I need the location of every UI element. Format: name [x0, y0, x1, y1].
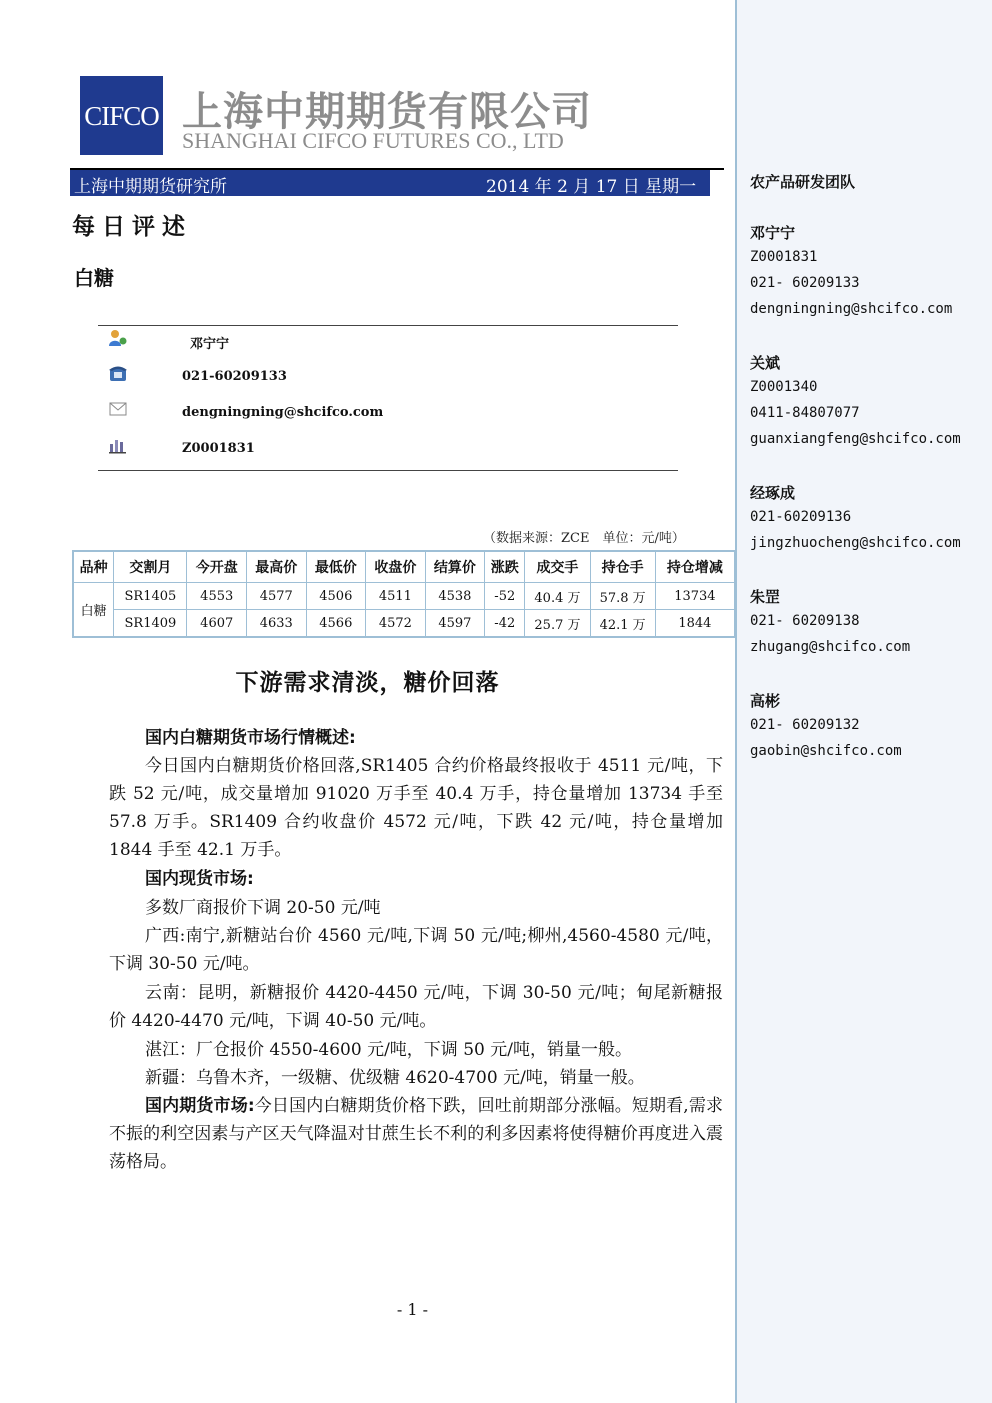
table-header-cell: 结算价	[425, 551, 485, 583]
sidebar-member-name: 经琢成	[750, 484, 796, 502]
table-cell: 4597	[425, 610, 485, 638]
sidebar-member-name: 高彬	[750, 692, 781, 710]
person-icon	[108, 329, 128, 347]
analyst-email: dengningning@shcifco.com	[182, 405, 384, 420]
table-cell: 4633	[247, 610, 307, 638]
company-name-cn: 上海中期期货有限公司	[182, 89, 592, 135]
table-header-cell: 持仓手	[590, 551, 655, 583]
table-header-cell: 今开盘	[187, 551, 247, 583]
phone-icon	[108, 364, 128, 382]
sidebar-member-line: Z0001340	[750, 379, 818, 395]
table-header-cell: 品种	[73, 551, 114, 583]
paragraph-spot-summary: 多数厂商报价下调 20-50 元/吨	[145, 898, 381, 918]
paragraph-zhanjiang: 湛江：厂仓报价 4550-4600 元/吨，下调 50 元/吨，销量一般。	[145, 1040, 632, 1060]
page-number: - 1 -	[396, 1300, 429, 1319]
sidebar-member-line: zhugang@shcifco.com	[750, 639, 911, 655]
analyst-box-bottom-rule	[98, 470, 678, 471]
paragraph-xinjiang: 新疆：乌鲁木齐，一级糖、优级糖 4620-4700 元/吨，销量一般。	[145, 1068, 645, 1088]
table-cell: 40.4 万	[525, 583, 590, 610]
sidebar-member-line: 021- 60209133	[750, 275, 860, 291]
sidebar-member-line: guanxiangfeng@shcifco.com	[750, 431, 961, 447]
table-cell: 4607	[187, 610, 247, 638]
sidebar-member-line: 021-60209136	[750, 509, 852, 525]
paragraph-futures-outlook-text: 今日国内白糖期货价格下跌，回吐前期部分涨幅。短期看,需求不振的利空因素与产区天气降温对甘蔗生长不利的利多因素将使得糖价再度进入震荡格局。	[109, 1096, 723, 1172]
table-cell: 42.1 万	[590, 610, 655, 638]
table-row	[73, 583, 735, 610]
sidebar-member-line: Z0001831	[750, 249, 818, 265]
table-header-cell: 收盘价	[366, 551, 426, 583]
analyst-box-top-rule	[98, 325, 678, 326]
analyst-license: Z0001831	[182, 441, 255, 456]
report-date: 2014 年 2 月 17 日 星期一	[486, 177, 697, 197]
table-cell: 13734	[655, 583, 735, 610]
table-cell: 4577	[247, 583, 307, 610]
table-header-cell: 最低价	[306, 551, 366, 583]
email-icon	[108, 400, 128, 418]
table-cell: 4553	[187, 583, 247, 610]
analyst-phone: 021-60209133	[182, 369, 287, 384]
market-data-table	[72, 550, 736, 638]
table-cell: 1844	[655, 610, 735, 638]
table-header-row	[73, 551, 735, 583]
table-cell: 4511	[366, 583, 426, 610]
paragraph-futures-overview: 今日国内白糖期货价格回落,SR1405 合约价格最终报收于 4511 元/吨，下跌 52 元/吨，成交量增加 91020 万手至 40.4 万手，持仓量增加 13734 手至 57.8 万手。SR1409 合约收盘价 4572 元/吨，下跌 42 元/吨，持仓量增加 1844 手至 42.1 万手。	[109, 756, 723, 860]
table-header-cell: 涨跌	[485, 551, 525, 583]
section-heading-spot-market: 国内现货市场:	[145, 869, 254, 889]
table-cell: 57.8 万	[590, 583, 655, 610]
report-title: 每日评述	[72, 213, 192, 240]
table-cell: 4572	[366, 610, 426, 638]
data-source-note: （数据来源：ZCE 单位：元/吨）	[483, 531, 685, 546]
table-cell-variety: 白糖	[73, 583, 114, 638]
table-cell: 4506	[306, 583, 366, 610]
sidebar-member-name: 关斌	[750, 354, 781, 372]
section-heading-futures-overview: 国内白糖期货市场行情概述:	[145, 728, 356, 748]
table-cell: SR1405	[114, 583, 187, 610]
table-cell: -42	[485, 610, 525, 638]
company-name-en: SHANGHAI CIFCO FUTURES CO., LTD	[182, 128, 564, 153]
sidebar-member-name: 邓宁宁	[750, 224, 796, 242]
table-header-cell: 交割月	[114, 551, 187, 583]
sidebar-team-title: 农产品研发团队	[750, 173, 856, 191]
analyst-name: 邓宁宁	[190, 337, 230, 352]
sidebar-member-line: 021- 60209138	[750, 613, 860, 629]
logo-text: CIFCO	[84, 101, 159, 131]
table-header-cell: 成交手	[525, 551, 590, 583]
paragraph-futures-outlook	[109, 1092, 723, 1176]
chart-icon	[108, 436, 128, 454]
paragraph-guangxi: 广西:南宁,新糖站台价 4560 元/吨,下调 50 元/吨;柳州,4560-4580 元/吨，下调 30-50 元/吨。	[109, 926, 723, 974]
sidebar-member-line: 021- 60209132	[750, 717, 860, 733]
table-cell: -52	[485, 583, 525, 610]
table-cell: 4538	[425, 583, 485, 610]
sidebar-member-line: jingzhuocheng@shcifco.com	[750, 535, 961, 551]
table-cell: 25.7 万	[525, 610, 590, 638]
table-header-cell: 持仓增减	[655, 551, 735, 583]
paragraph-yunnan: 云南：昆明，新糖报价 4420-4450 元/吨，下调 30-50 元/吨；甸尾新糖报价 4420-4470 元/吨，下调 40-50 元/吨。	[109, 983, 723, 1031]
table-row	[73, 610, 735, 638]
section-heading-futures-market: 国内期货市场:	[145, 1096, 255, 1116]
sidebar-member-line: 0411-84807077	[750, 405, 860, 421]
commodity-name: 白糖	[74, 266, 114, 290]
table-cell: 4566	[306, 610, 366, 638]
institute-name: 上海中期期货研究所	[74, 177, 227, 197]
table-header-cell: 最高价	[247, 551, 307, 583]
table-cell: SR1409	[114, 610, 187, 638]
sidebar-member-line: gaobin@shcifco.com	[750, 743, 902, 759]
sidebar-member-line: dengningning@shcifco.com	[750, 301, 953, 317]
sidebar-member-name: 朱罡	[750, 588, 781, 606]
article-headline: 下游需求清淡，糖价回落	[235, 670, 500, 696]
